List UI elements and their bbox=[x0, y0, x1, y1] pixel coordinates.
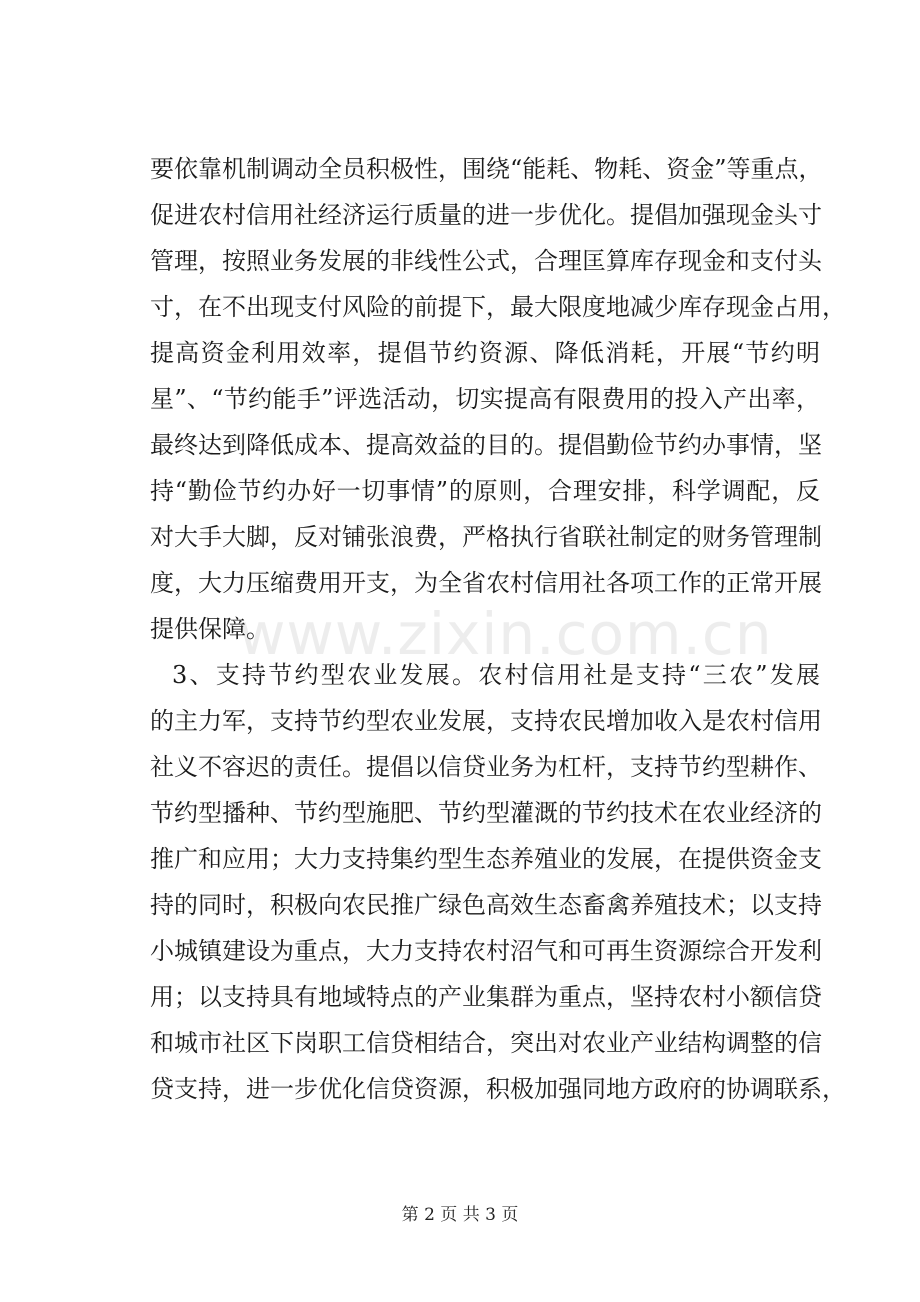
text-line: 最终达到降低成本、提高效益的目的。提倡勤俭节约办事情，坚 bbox=[150, 431, 822, 459]
section-heading-line: 3、支持节约型农业发展。农村信用社是支持“三农”发展 bbox=[172, 661, 820, 689]
text-line: 和城市社区下岗职工信贷相结合，突出对农业产业结构调整的信 bbox=[150, 1029, 822, 1057]
text-line: 小城镇建设为重点，大力支持农村沼气和可再生资源综合开发利 bbox=[150, 937, 822, 965]
text-line: 度，大力压缩费用开支，为全省农村信用社各项工作的正常开展 bbox=[150, 569, 822, 597]
text-line: 促进农村信用社经济运行质量的进一步优化。提倡加强现金头寸 bbox=[150, 201, 822, 229]
text-line: 提高资金利用效率，提倡节约资源、降低消耗，开展“节约明 bbox=[150, 339, 820, 367]
text-line: 推广和应用；大力支持集约型生态养殖业的发展，在提供资金支 bbox=[150, 845, 822, 873]
text-line: 提供保障。 bbox=[150, 615, 270, 643]
text-line: 寸，在不出现支付风险的前提下，最大限度地减少库存现金占用， bbox=[150, 293, 846, 321]
body-text bbox=[150, 146, 846, 1112]
text-line: 持“勤俭节约办好一切事情”的原则，合理安排，科学调配，反 bbox=[150, 477, 820, 505]
page-number-footer: 第 2 页 共 3 页 bbox=[401, 1205, 519, 1225]
text-line: 对大手大脚，反对铺张浪费，严格执行省联社制定的财务管理制 bbox=[150, 523, 822, 551]
text-line: 贷支持，进一步优化信贷资源，积极加强同地方政府的协调联系， bbox=[150, 1075, 846, 1103]
watermark: www.zixin.com.cn bbox=[238, 600, 773, 668]
text-line: 要依靠机制调动全员积极性，围绕“能耗、物耗、资金”等重点， bbox=[150, 155, 823, 183]
text-line: 的主力军，支持节约型农业发展，支持农民增加收入是农村信用 bbox=[150, 707, 822, 735]
text-line: 节约型播种、节约型施肥、节约型灌溉的节约技术在农业经济的 bbox=[150, 799, 822, 827]
text-line: 用；以支持具有地域特点的产业集群为重点，坚持农村小额信贷 bbox=[150, 983, 822, 1011]
text-line: 持的同时，积极向农民推广绿色高效生态畜禽养殖技术；以支持 bbox=[150, 891, 822, 919]
text-line: 星”、“节约能手”评选活动，切实提高有限费用的投入产出率， bbox=[150, 385, 820, 413]
text-line: 管理，按照业务发展的非线性公式，合理匡算库存现金和支付头 bbox=[150, 247, 822, 275]
text-line: 社义不容迟的责任。提倡以信贷业务为杠杆，支持节约型耕作、 bbox=[150, 753, 822, 781]
